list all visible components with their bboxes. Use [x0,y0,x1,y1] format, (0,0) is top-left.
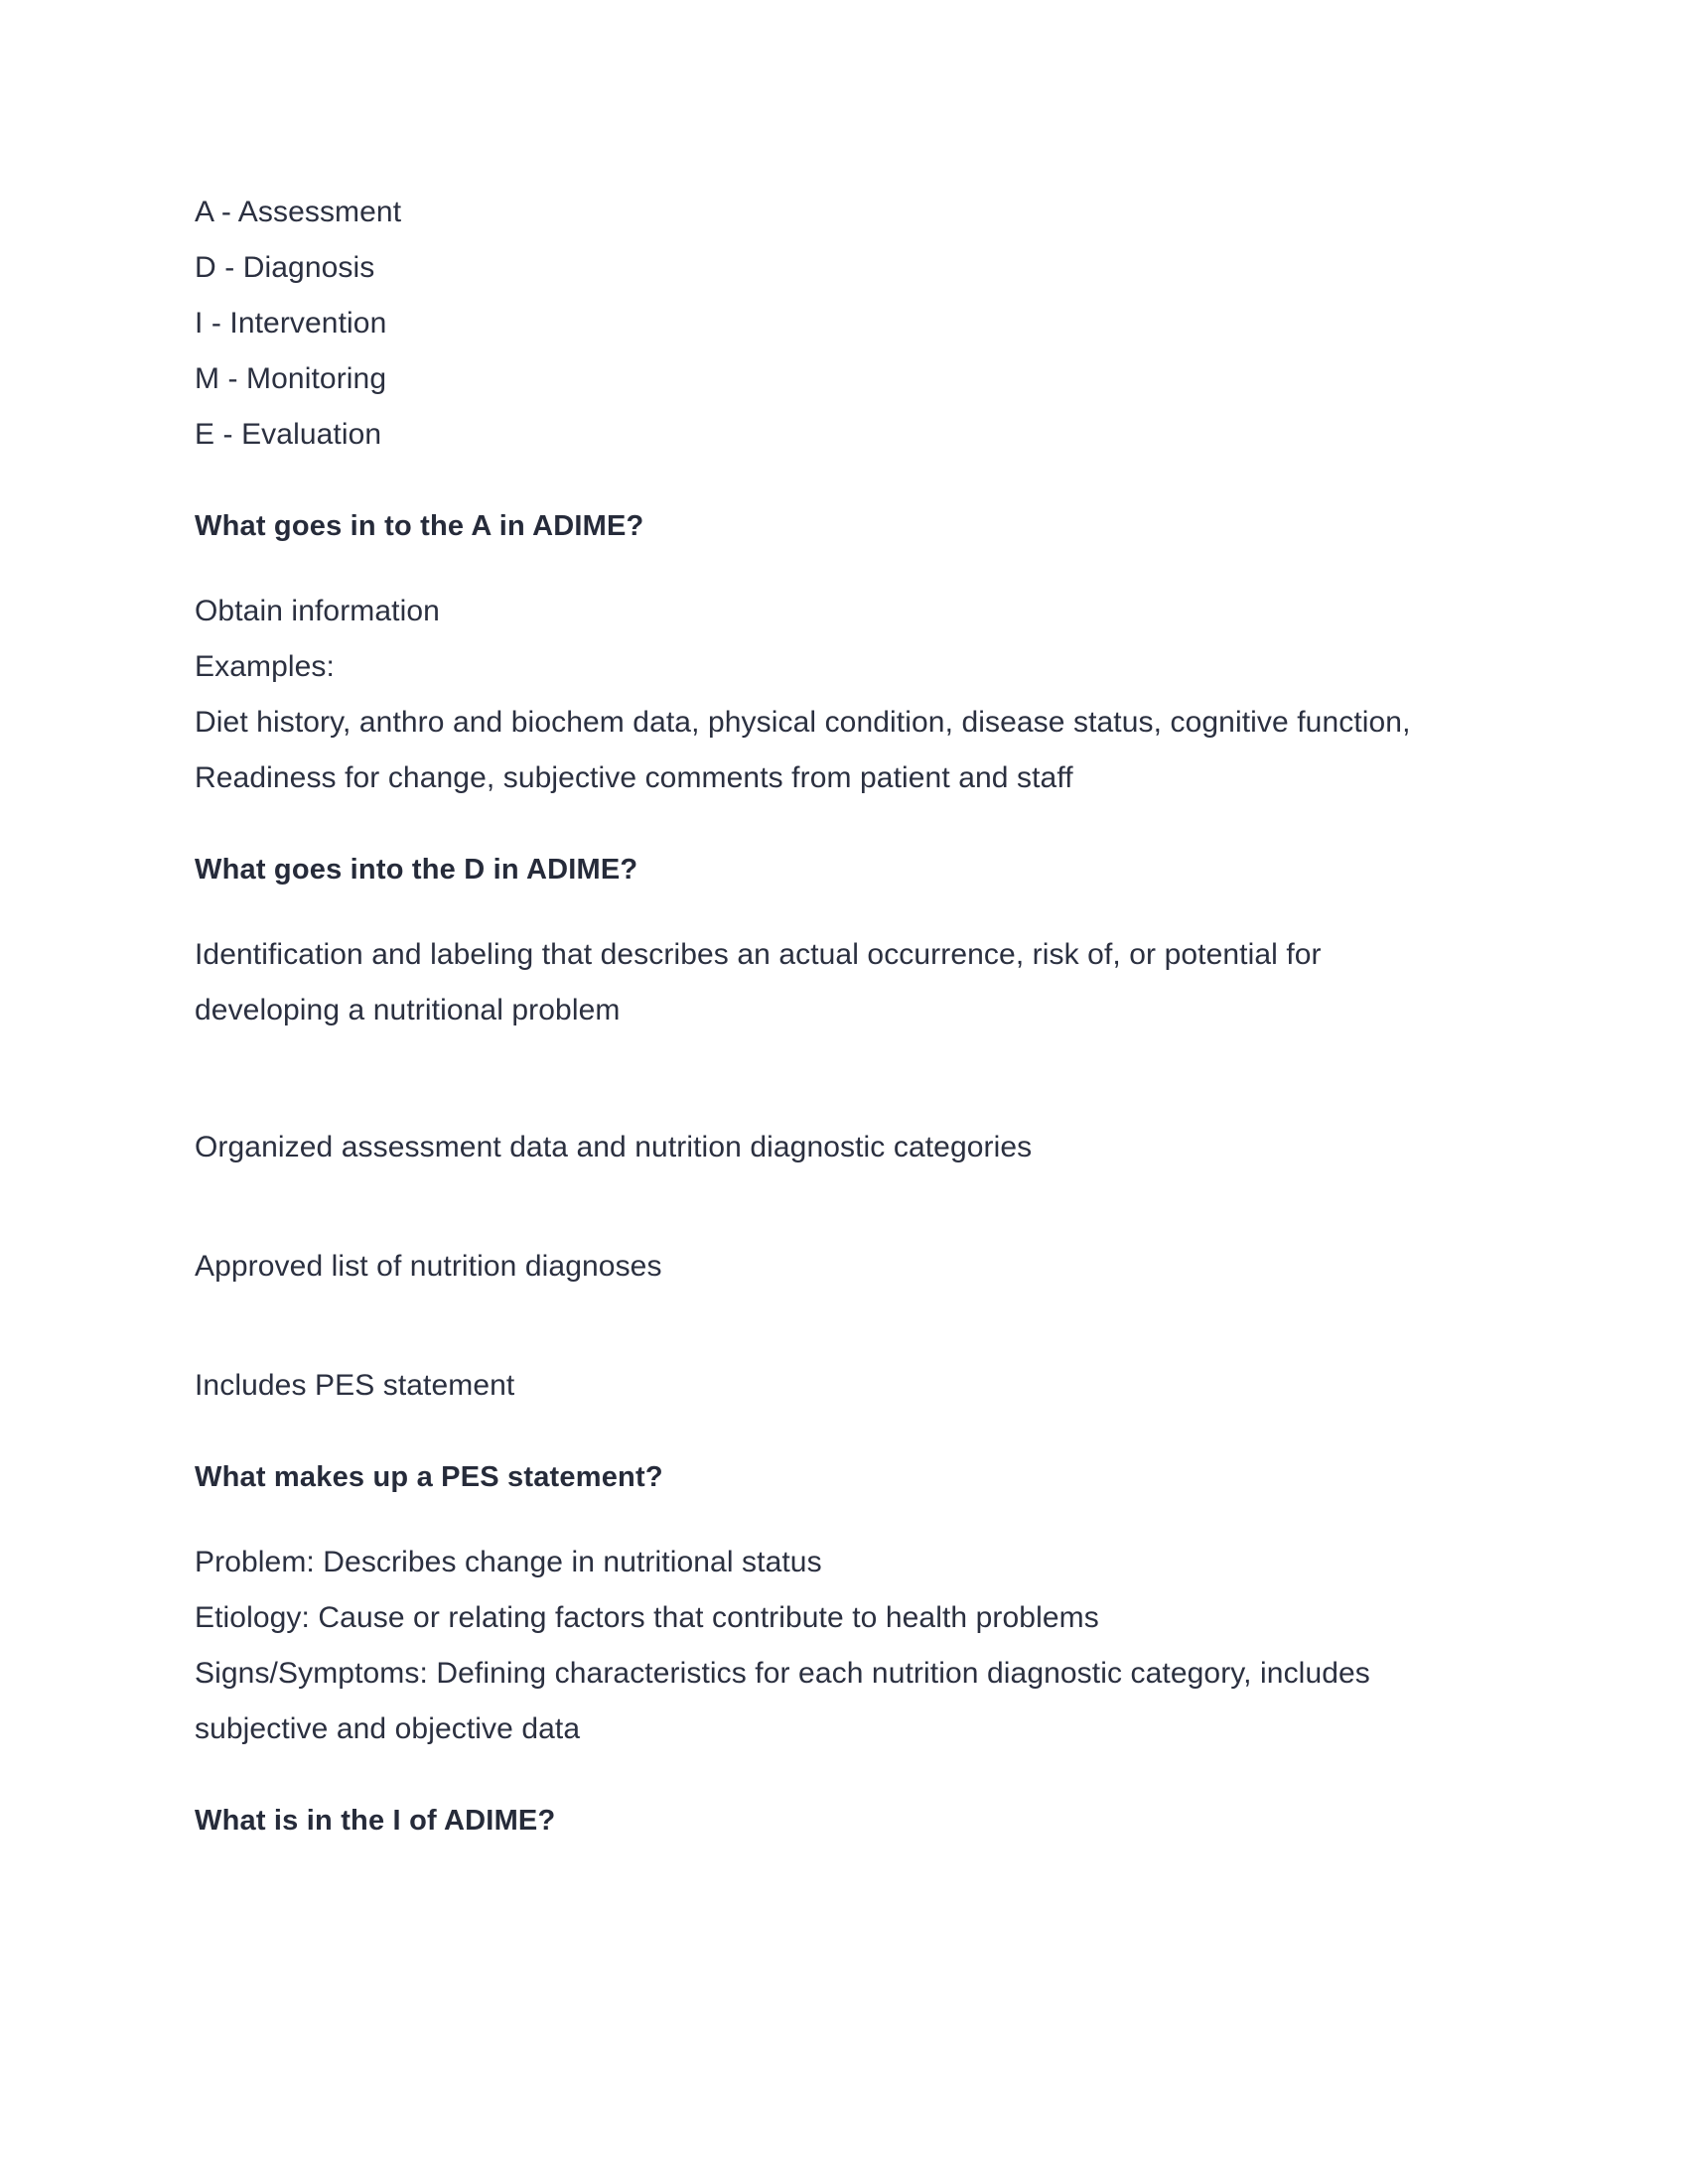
diagnosis-organized-data: Organized assessment data and nutrition diagnostic categories [195,1131,1033,1163]
spacer [195,1414,1434,1449]
heading-pes-statement: What makes up a PES statement? [195,1461,663,1493]
pes-etiology: Etiology: Cause or relating factors that contribute to health problems [195,1601,1099,1634]
assessment-block [195,584,1434,806]
acronym-line-m: M - Monitoring [195,362,387,395]
acronym-line-a: A - Assessment [195,196,402,228]
assessment-examples-detail: Diet history, anthro and biochem data, physical condition, disease status, cognitive function, [195,706,1411,739]
spacer [195,1295,1434,1358]
heading-intervention: What is in the I of ADIME? [195,1805,556,1837]
spacer [195,1757,1434,1793]
acronym-line-i: I - Intervention [195,307,387,340]
pes-signs-symptoms: Signs/Symptoms: Defining characteristics for each nutrition diagnostic category, includes subjective and objective data [195,1657,1370,1745]
assessment-readiness: Readiness for change, subjective comments from patient and staff [195,761,1073,794]
spacer [195,806,1434,842]
pes-block [195,1535,1434,1757]
assessment-obtain-information: Obtain information [195,595,440,627]
spacer [195,1505,1434,1535]
heading-diagnosis: What goes into the D in ADIME? [195,854,638,886]
spacer [195,1038,1434,1120]
assessment-examples-label: Examples: [195,650,335,683]
spacer [195,897,1434,927]
diagnosis-approved-list: Approved list of nutrition diagnoses [195,1250,662,1283]
diagnosis-includes-pes: Includes PES statement [195,1369,515,1402]
diagnosis-definition: Identification and labeling that describes an actual occurrence, risk of, or potential for developing a nutritional problem [195,938,1322,1026]
spacer [195,1175,1434,1239]
document-body [195,185,1434,1848]
spacer [195,463,1434,498]
heading-assessment: What goes in to the A in ADIME? [195,510,644,542]
adime-acronym-block [195,185,1434,463]
spacer [195,554,1434,584]
acronym-line-e: E - Evaluation [195,418,382,451]
acronym-line-d: D - Diagnosis [195,251,375,284]
pes-problem: Problem: Describes change in nutritional status [195,1546,822,1578]
